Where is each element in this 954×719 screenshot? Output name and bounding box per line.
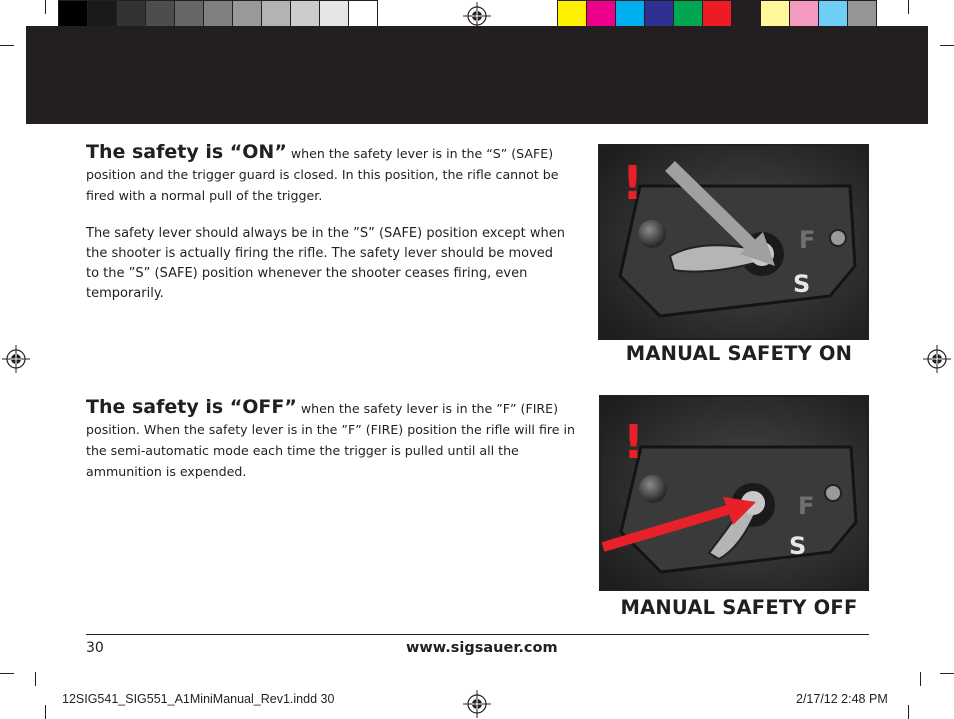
slug-timestamp: 2/17/12 2:48 PM — [796, 692, 888, 706]
safe-position-letter: S — [793, 270, 811, 298]
crop-mark — [908, 705, 909, 719]
safe-position-letter: S — [789, 532, 807, 560]
safety-on-paragraph: The safety lever should always be in the ”S” (SAFE) position except when the shooter is actually firing the rifle. The safety lever should be moved to the ”S” (SAFE) position whenever the shooter ceases firing, even temporarily. — [86, 226, 565, 301]
safety-off-heading: The safety is “OFF” — [86, 396, 297, 418]
page-number: 30 — [86, 640, 104, 656]
header-banner — [26, 26, 928, 124]
website-url: www.sigsauer.com — [406, 640, 558, 656]
crop-mark — [0, 673, 14, 674]
registration-mark-icon — [463, 690, 491, 718]
safety-on-lead: when the safety lever is in the “S” (SAFE) position and the trigger guard is closed. In this position, the rifle cannot be fired with a normal pull of the trigger. — [86, 146, 559, 203]
warning-exclamation-icon: ! — [623, 415, 644, 469]
crop-mark — [940, 45, 954, 46]
fire-position-letter: F — [798, 492, 815, 520]
safety-off-photo — [599, 395, 869, 591]
crop-mark — [35, 672, 36, 686]
registration-mark-icon — [2, 345, 30, 373]
warning-exclamation-icon: ! — [622, 156, 643, 210]
crop-mark — [45, 705, 46, 719]
safety-on-caption: MANUAL SAFETY ON — [625, 342, 853, 365]
crop-mark — [920, 672, 921, 686]
slug-filename: 12SIG541_SIG551_A1MiniManual_Rev1.indd 30 — [62, 692, 335, 706]
crop-mark — [45, 0, 46, 14]
safety-off-caption: MANUAL SAFETY OFF — [620, 596, 858, 619]
crop-mark — [940, 673, 954, 674]
safety-off-lead: when the safety lever is in the ”F” (FIRE) position. When the safety lever is in the ”F” (FIRE) position the rifle will fire in the semi-automatic mode each time the trigger is pulled until all the ammunition is expended. — [86, 401, 576, 479]
safety-on-text — [86, 142, 586, 207]
fire-position-letter: F — [799, 226, 816, 254]
registration-mark-icon — [923, 345, 951, 373]
crop-mark — [908, 0, 909, 14]
safety-on-photo — [598, 144, 869, 340]
footer-rule — [86, 634, 869, 635]
safety-off-text — [86, 397, 586, 483]
crop-mark — [0, 45, 14, 46]
safety-on-heading: The safety is “ON” — [86, 141, 287, 163]
